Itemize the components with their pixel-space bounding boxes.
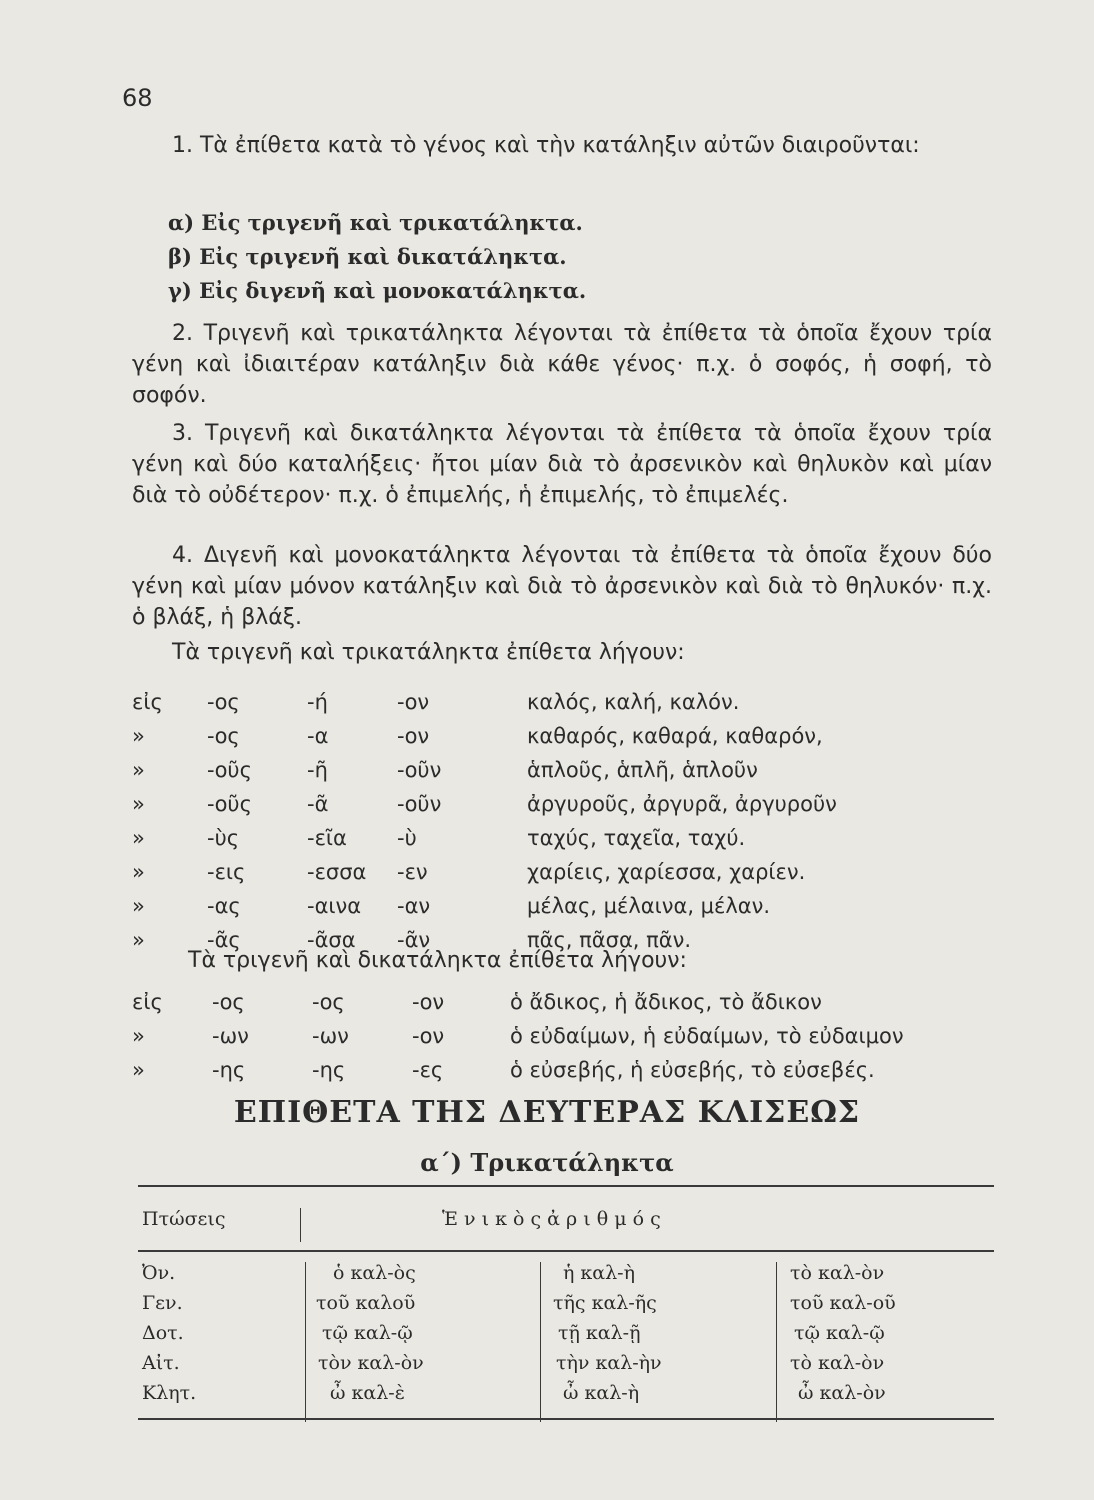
example: πᾶς, πᾶσα, πᾶν. [527,928,692,952]
table-row [138,1352,994,1382]
ending-fem: -ᾶ [307,792,329,816]
ending-fem: -εῖα [307,826,347,850]
ending-masc: -ος [212,990,245,1014]
endings-table-3 [132,690,1002,962]
prefix: » [132,894,145,918]
ending-row [132,1024,1002,1058]
example: καθαρός, καθαρά, καθαρόν, [527,724,823,748]
table-header-rule [138,1250,994,1252]
ending-fem: -ης [312,1058,346,1082]
header-divider [300,1208,301,1242]
ending-neut: -ᾶν [397,928,431,952]
ending-fem: -ᾶσα [307,928,356,952]
neut-form: τῷ καλ-ῷ [794,1322,885,1344]
example: ἁπλοῦς, ἁπλῆ, ἁπλοῦν [527,758,758,782]
ending-fem: -ων [312,1024,349,1048]
ending-row [132,724,1002,758]
example: ἀργυροῦς, ἀργυρᾶ, ἀργυροῦν [527,792,837,816]
ending-neut: -ὺ [397,826,417,850]
neut-form: τὸ καλ-ὸν [790,1352,885,1374]
prefix: » [132,724,145,748]
ending-neut: -ες [412,1058,444,1082]
fem-form: ἡ καλ-ὴ [563,1262,635,1284]
table-row [138,1262,994,1292]
prefix: » [132,826,145,850]
ending-neut: -ον [397,690,430,714]
ending-fem: -εσσα [307,860,367,884]
ending-neut: -εν [397,860,428,884]
table-row [138,1382,994,1412]
class-c: γ) Εἰς διγενῆ καὶ μονοκατάληκτα. [168,278,587,303]
ending-row [132,990,1002,1024]
neut-form: τοῦ καλ-οῦ [790,1292,896,1314]
fem-form: τῆς καλ-ῆς [553,1292,657,1314]
ending-fem: -ῆ [307,758,328,782]
paragraph-3: 3. Τριγενῆ καὶ δικατάληκτα λέγονται τὰ ἐπίθετα τὰ ὁποῖα ἔχουν τρία γένη καὶ δύο καταλήξεις· ἤτοι μίαν διὰ τὸ ἀρσενικὸν καὶ θηλυκὸν καὶ μίαν διὰ τὸ οὐδέτερον· π.χ. ὁ ἐπιμελής, ἡ ἐπιμελής, τὸ ἐπιμελές. [132,421,992,508]
case-label: Αἰτ. [142,1352,180,1374]
ending-fem: -ος [312,990,345,1014]
table-bottom-rule [138,1418,994,1420]
ending-row [132,860,1002,894]
prefix: εἰς [132,990,163,1014]
fem-form: τῇ καλ-ῇ [558,1322,641,1344]
example: ὁ εὐσεβής, ἡ εὐσεβής, τὸ εὐσεβές. [510,1058,875,1082]
ending-fem: -αινα [307,894,362,918]
neut-form: ὦ καλ-ὸν [798,1382,886,1404]
prefix: » [132,1058,145,1082]
paragraph-1: 1. Τὰ ἐπίθετα κατὰ τὸ γένος καὶ τὴν κατάληξιν αὐτῶν διαιροῦνται: [172,133,920,158]
example: ταχύς, ταχεῖα, ταχύ. [527,826,746,850]
example: χαρίεις, χαρίεσσα, χαρίεν. [527,860,806,884]
section-heading: ΕΠΙΘΕΤΑ ΤΗΣ ΔΕΥΤΕΡΑΣ ΚΛΙΣΕΩΣ [233,1095,861,1130]
paragraph-4: 4. Διγενῆ καὶ μονοκατάληκτα λέγονται τὰ ἐπίθετα τὰ ὁποῖα ἔχουν δύο γένη καὶ μίαν μόνον κατάληξιν καὶ διὰ τὸ ἀρσενικὸν καὶ διὰ τὸ θηλυκόν· π.χ. ὁ βλάξ, ἡ βλάξ. [132,543,992,630]
masc-form: τὸν καλ-ὸν [318,1352,424,1374]
case-label: Ὀν. [142,1262,176,1284]
prefix: » [132,792,145,816]
prefix: » [132,928,145,952]
lead-trikatalikta: Τὰ τριγενῆ καὶ τρικατάληκτα ἐπίθετα λήγουν: [172,640,685,665]
prefix: εἰς [132,690,163,714]
example: μέλας, μέλαινα, μέλαν. [527,894,771,918]
prefix: » [132,860,145,884]
ending-masc: -ος [207,724,240,748]
ending-masc: -ος [207,690,240,714]
ending-masc: -οῦς [207,792,252,816]
example: ὁ ἄδικος, ἡ ἄδικος, τὸ ἄδικον [510,990,822,1014]
masc-form: ὁ καλ-ὸς [333,1262,416,1284]
case-label: Δοτ. [142,1322,184,1344]
header-cases: Πτώσεις [142,1208,226,1230]
ending-masc: -ὺς [207,826,240,850]
page-number: 68 [122,84,153,112]
class-a: α) Εἰς τριγενῆ καὶ τρικατάληκτα. [168,210,583,235]
case-label: Γεν. [142,1292,183,1314]
class-b: β) Εἰς τριγενῆ καὶ δικατάληκτα. [168,244,567,269]
ending-row [132,758,1002,792]
ending-masc: -ης [212,1058,246,1082]
case-label: Κλητ. [142,1382,197,1404]
ending-masc: -εις [207,860,246,884]
table-row [138,1292,994,1322]
masc-form: τοῦ καλοῦ [316,1292,416,1314]
paragraph-2: 2. Τριγενῆ καὶ τρικατάληκτα λέγονται τὰ ἐπίθετα τὰ ὁποῖα ἔχουν τρία γένη καὶ ἰδιαιτέραν κατάληξιν διὰ κάθε γένος· π.χ. ὁ σοφός, ἡ σοφή, τὸ σοφόν. [132,321,992,408]
example: καλός, καλή, καλόν. [527,690,740,714]
endings-table-2 [132,990,1002,1092]
table-row [138,1322,994,1352]
prefix: » [132,1024,145,1048]
ending-masc: -ᾶς [207,928,241,952]
neut-form: τὸ καλ-ὸν [790,1262,885,1284]
ending-row [132,792,1002,826]
fem-form: τὴν καλ-ὴν [556,1352,662,1374]
example: ὁ εὐδαίμων, ἡ εὐδαίμων, τὸ εὐδαιμον [510,1024,904,1048]
fem-form: ὦ καλ-ὴ [563,1382,640,1404]
ending-masc: -ας [207,894,241,918]
prefix: » [132,758,145,782]
masc-form: τῷ καλ-ῷ [322,1322,413,1344]
header-number: Ἑ ν ι κ ὸ ς ἀ ρ ι θ μ ό ς [442,1208,661,1230]
ending-neut: -ον [397,724,430,748]
ending-row [132,826,1002,860]
declension-table [138,1262,994,1412]
header-row [138,1208,994,1238]
ending-fem: -α [307,724,329,748]
ending-row [132,690,1002,724]
ending-neut: -αν [397,894,431,918]
ending-row [132,894,1002,928]
declension-header [138,1208,994,1238]
ending-neut: -ον [412,990,445,1014]
lead-dikatalikta: Τὰ τριγενῆ καὶ δικατάληκτα ἐπίθετα λήγουν: [188,948,687,973]
ending-fem: -ή [307,690,328,714]
ending-masc: -οῦς [207,758,252,782]
ending-neut: -οῦν [397,792,442,816]
ending-neut: -οῦν [397,758,442,782]
ending-masc: -ων [212,1024,249,1048]
ending-neut: -ον [412,1024,445,1048]
masc-form: ὦ καλ-ὲ [330,1382,405,1404]
ending-row [132,1058,1002,1092]
section-subheading: α΄) Τρικατάληκτα [420,1148,674,1177]
table-top-rule [138,1185,994,1187]
